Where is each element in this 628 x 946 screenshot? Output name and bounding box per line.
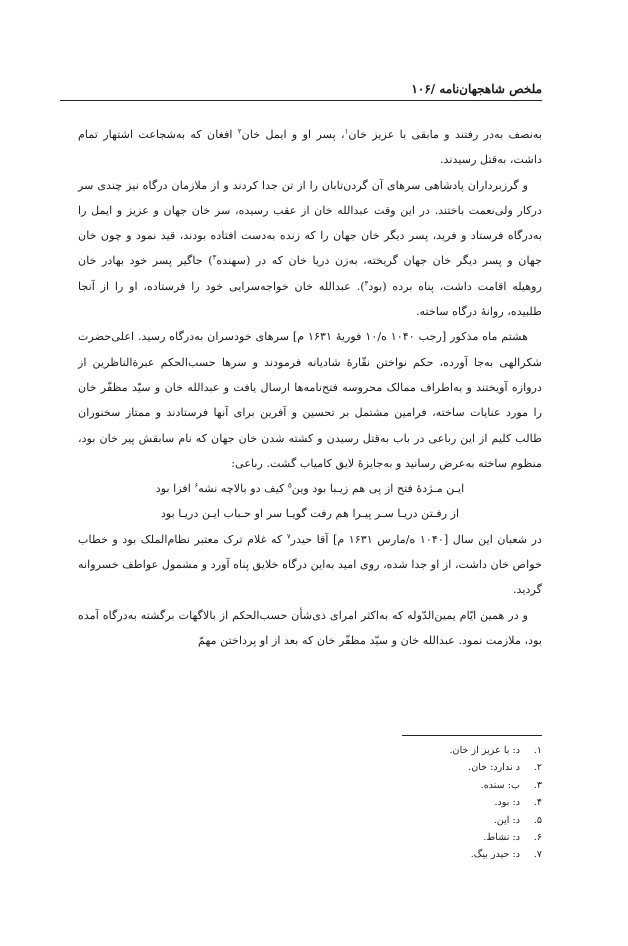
text-run: هشتم ماه مذکور [رجب ۱۰۴۰ ه/۱۰ فوریهٔ ۱۶۳۱ م] سرهای خودسران به‌درگاه رسید. اعلی‌حضرت شکرالهی به‌جا آورده، حکم نواختن نقّارهٔ شادیانه فرمودند و سرها حسب‌الحکم عبرةالناظرین از دروازه آویختند و به‌اطراف ممالک محروسه فتح‌نامه‌ها ارسال یافت و عبدالله خان و سیّد مظفّر خان را مورد عنایات ساخته، فرامین مشتمل بر تحسین و آفرین برای آنها فرستادند و ممتاز سخنوران طالب کلیم از این رباعی در باب به‌قتل رسیدن و کشته شدن خان جهان که نام سابقش پیر خان بود، منظوم ساخته به‌عرض رسانید و به‌جایزهٔ لایق کامیاب گشت. رباعی: — [78, 330, 542, 470]
text-run: از رفـتن دریـا سـر پیـرا هم رفت گویـا سر او حـباب ایـن دریـا بود — [160, 507, 460, 521]
footnote-marker: ۵ — [288, 481, 292, 490]
text-run: ) جاگیر پسر خود بهادر خان روهیله اقامت داشت، پناه برده (بود — [78, 254, 542, 293]
footnote — [342, 812, 542, 829]
footnote — [342, 742, 542, 759]
footnote-text: د: با عزیز از خان. — [449, 745, 520, 756]
footnote-marker: ۴ — [364, 279, 369, 288]
footnote-number: ۳. — [533, 779, 542, 791]
paragraph — [78, 324, 542, 476]
paragraph — [78, 603, 542, 654]
paragraph — [78, 527, 542, 603]
footnote-number: ۶. — [533, 832, 542, 844]
paragraphs-before-poem — [78, 122, 542, 476]
footnote-marker: ۷ — [286, 532, 291, 541]
header-title: ملخص شاهجهان‌نامه /۱۰۶ — [411, 82, 542, 96]
footnotes — [342, 742, 542, 864]
footnote — [342, 777, 542, 794]
footnote-text: د: بود. — [494, 797, 520, 809]
footnote-marker: ۶ — [194, 481, 199, 490]
footnote — [342, 759, 542, 776]
footnote-text: ب: سنده. — [480, 779, 520, 791]
text-run: افغان که به‌شجاعت اشتهار تمام داشت، به‌قتل رسیدند. — [78, 128, 542, 167]
text-run: کیف دو بالاچه نشه — [198, 482, 289, 496]
quatrain — [78, 476, 542, 527]
footnote-marker: ۲ — [237, 127, 242, 136]
footnote-marker: ۳ — [212, 253, 217, 262]
poem-line — [78, 476, 542, 501]
text-run: و در همین ایّام یمین‌الدّوله که به‌اکثر امرای ذی‌شأن حسب‌الحکم از بالاگهات برگشته به‌درگاه آمده بود، ملازمت نمود. عبدالله خان و سیّد مظفّر خان که بعد از او پرداختن مهمّ — [78, 608, 542, 647]
footnote — [342, 829, 542, 846]
text-run: که غلام ترک معتبر نظام‌الملک بود و خطاب خواص خان داشت، از او جدا شده، روی امید به‌این درگاه خلایق پناه آورد و مشمول عواطف خسروانه گردید. — [78, 532, 542, 597]
footnote-marker: ۱ — [344, 127, 349, 136]
footnote — [342, 794, 542, 811]
text-run: ، پسر او و ایمل خان — [241, 128, 345, 141]
footnote-text: د: این. — [493, 814, 520, 826]
page-body — [78, 122, 542, 653]
footnote-number: ۷. — [533, 849, 542, 861]
text-run: به‌نصف به‌در رفتند و مابقی با عزیز خان — [348, 128, 542, 141]
footnote-text: د: نشاط. — [483, 832, 520, 844]
footnote-number: ۴. — [533, 797, 542, 809]
paragraph — [78, 122, 542, 173]
text-run: ایـن مـژدهٔ فتح از پی هم زیـبا بود وین — [291, 482, 465, 496]
text-run: افزا بود — [155, 482, 195, 496]
footnote — [342, 846, 542, 863]
footnote-number: ۵. — [533, 814, 542, 826]
running-header — [60, 82, 542, 101]
footnote-text: د: حیدر بیگ. — [470, 849, 520, 861]
poem-line — [78, 501, 542, 526]
paragraphs-after-poem — [78, 527, 542, 653]
footnote-text: د ندارد: خان. — [468, 762, 520, 774]
footnote-rule — [402, 735, 542, 736]
text-run: در شعبان این سال [۱۰۴۰ ه/مارس ۱۶۳۱ م] آقا حیدر — [290, 532, 542, 546]
footnote-number: ۱. — [533, 745, 542, 756]
paragraph — [78, 173, 542, 325]
text-run: و گرزبرداران پادشاهی سرهای آن گردن‌تابان را از تن جدا کردند و از ملازمان درگاه نیز چندی سر درکار ولی‌نعمت باختند. در این وقت عبدالله خان از عقب رسیده، سر خان جهان و عزیز و ایمل را به‌درگاه فرستاد و فرید، پسر دیگر خان جهان را که زنده به‌دست افتاده بودند، قید نمود و چون خان جهان و پسر دیگر خان جهان گریخته، به‌زن دریا خان که در (سهنده — [78, 178, 542, 268]
footnote-number: ۲. — [533, 762, 542, 774]
text-run: ). عبدالله خان خواجه‌سرایی خود را فرستاده، او را از آنجا طلبیده، روانهٔ درگاه ساخته. — [78, 279, 542, 319]
